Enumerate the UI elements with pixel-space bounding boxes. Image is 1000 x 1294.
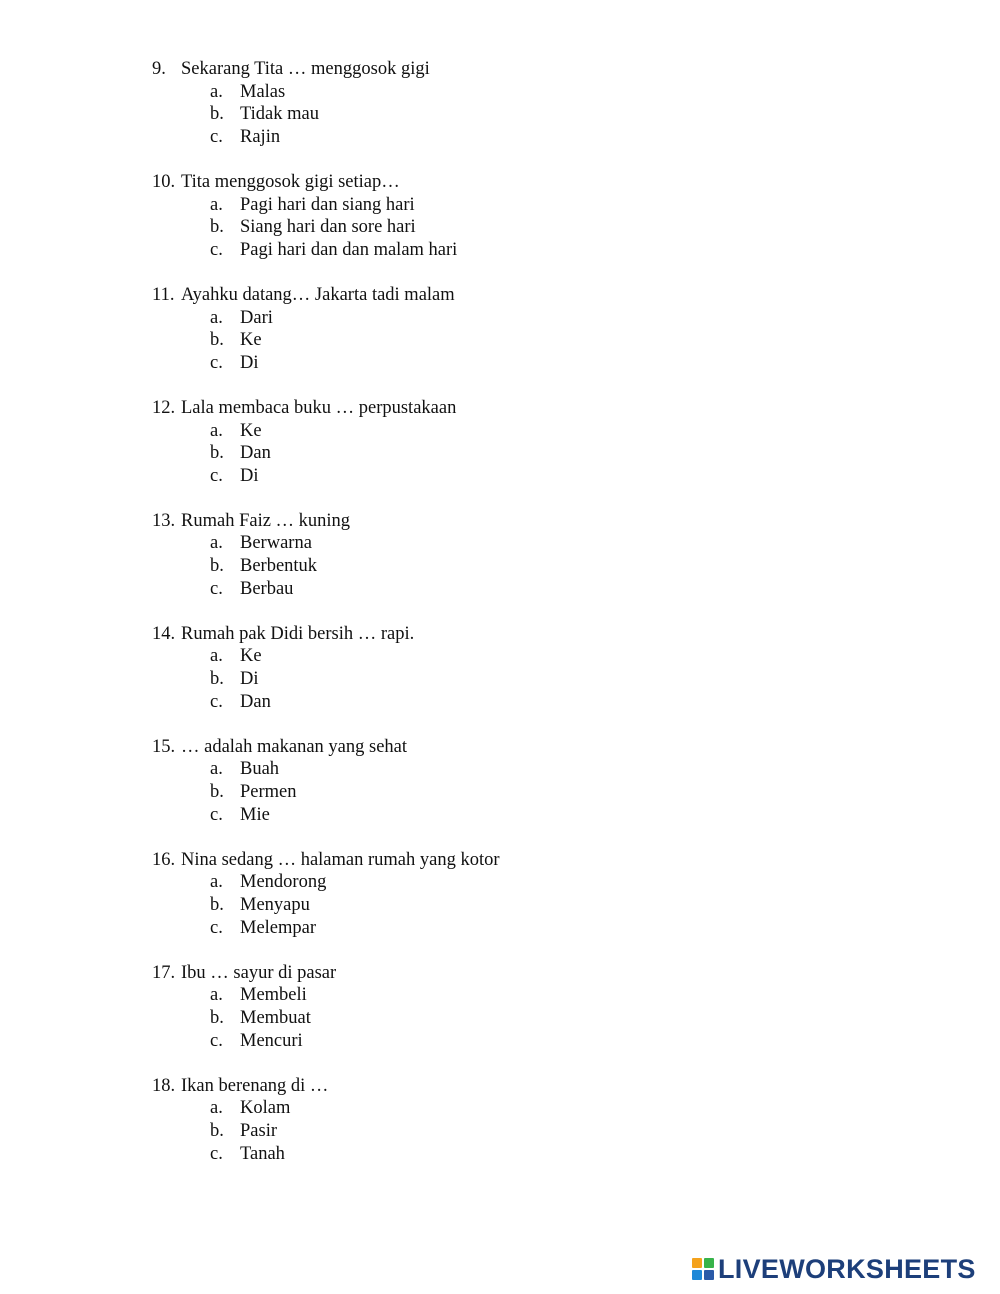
answer-option[interactable] <box>0 465 1000 488</box>
option-letter: a. <box>210 81 223 102</box>
answer-option[interactable] <box>0 239 1000 262</box>
option-text: Ke <box>240 646 262 667</box>
option-letter: a. <box>210 872 223 893</box>
option-letter: c. <box>210 578 223 599</box>
answer-option[interactable] <box>0 804 1000 827</box>
answer-option[interactable] <box>0 1143 1000 1166</box>
option-letter: b. <box>210 669 224 690</box>
option-letter: a. <box>210 646 223 667</box>
question-line <box>0 510 1000 533</box>
question-number: 14. <box>152 623 176 644</box>
answer-option[interactable] <box>0 1007 1000 1030</box>
answer-option[interactable] <box>0 126 1000 149</box>
option-letter: b. <box>210 443 224 464</box>
question-text: Rumah Faiz … kuning <box>181 510 351 531</box>
question-number: 18. <box>152 1075 176 1096</box>
answer-option[interactable] <box>0 1097 1000 1120</box>
option-text: Membeli <box>240 985 307 1006</box>
option-text: Menyapu <box>240 894 310 915</box>
option-letter: b. <box>210 894 224 915</box>
question-line <box>0 962 1000 985</box>
question-item <box>0 284 1000 374</box>
option-letter: a. <box>210 985 223 1006</box>
question-item <box>0 849 1000 939</box>
question-item <box>0 171 1000 261</box>
option-letter: c. <box>210 804 223 825</box>
answer-option[interactable] <box>0 1120 1000 1143</box>
answer-option[interactable] <box>0 532 1000 555</box>
question-text: Rumah pak Didi bersih … rapi. <box>181 623 415 644</box>
answer-option[interactable] <box>0 758 1000 781</box>
option-letter: b. <box>210 1007 224 1028</box>
option-letter: b. <box>210 1120 224 1141</box>
logo-text: LIVEWORKSHEETS <box>718 1254 976 1284</box>
question-line <box>0 623 1000 646</box>
option-letter: c. <box>210 126 223 147</box>
option-text: Membuat <box>240 1007 311 1028</box>
answer-option[interactable] <box>0 81 1000 104</box>
option-letter: b. <box>210 104 224 125</box>
option-letter: a. <box>210 533 223 554</box>
question-number: 16. <box>152 849 176 870</box>
option-letter: b. <box>210 330 224 351</box>
option-text: Pagi hari dan dan malam hari <box>240 239 458 260</box>
answer-option[interactable] <box>0 420 1000 443</box>
question-line <box>0 284 1000 307</box>
option-text: Mendorong <box>240 872 327 893</box>
question-item <box>0 736 1000 826</box>
option-text: Mencuri <box>240 1030 303 1051</box>
option-text: Permen <box>240 782 297 802</box>
question-text: Lala membaca buku … perpustakaan <box>181 397 457 418</box>
option-letter: c. <box>210 239 223 260</box>
option-text: Melempar <box>240 917 317 938</box>
option-letter: c. <box>210 917 223 938</box>
option-letter: a. <box>210 759 223 780</box>
option-text: Berwarna <box>240 533 312 554</box>
option-text: Di <box>240 352 259 373</box>
option-letter: b. <box>210 782 224 802</box>
answer-option[interactable] <box>0 691 1000 714</box>
answer-option[interactable] <box>0 352 1000 375</box>
option-text: Dan <box>240 691 271 712</box>
question-list <box>0 58 1000 1188</box>
option-letter: c. <box>210 1030 223 1051</box>
answer-option[interactable] <box>0 578 1000 601</box>
question-line <box>0 849 1000 872</box>
option-letter: b. <box>210 556 224 577</box>
question-item <box>0 962 1000 1052</box>
question-number: 15. <box>152 736 176 757</box>
question-item <box>0 397 1000 487</box>
question-text: Ayahku datang… Jakarta tadi malam <box>181 284 455 305</box>
option-text: Ke <box>240 330 262 351</box>
liveworksheets-logo-icon <box>692 1258 714 1280</box>
option-text: Berbentuk <box>240 556 318 577</box>
option-text: Dan <box>240 443 271 464</box>
answer-option[interactable] <box>0 555 1000 578</box>
question-number: 17. <box>152 962 176 983</box>
option-letter: c. <box>210 465 223 486</box>
option-letter: a. <box>210 420 223 441</box>
option-text: Malas <box>240 81 286 102</box>
option-text: Tanah <box>240 1143 285 1164</box>
answer-option[interactable] <box>0 894 1000 917</box>
option-letter: c. <box>210 691 223 712</box>
question-line <box>0 736 1000 759</box>
option-text: Mie <box>240 804 270 825</box>
answer-option[interactable] <box>0 307 1000 330</box>
option-letter: a. <box>210 194 223 215</box>
answer-option[interactable] <box>0 781 1000 804</box>
option-text: Kolam <box>240 1098 291 1119</box>
option-letter: a. <box>210 1098 223 1119</box>
question-text: Tita menggosok gigi setiap… <box>181 171 400 192</box>
answer-option[interactable] <box>0 329 1000 352</box>
answer-option[interactable] <box>0 1030 1000 1053</box>
answer-option[interactable] <box>0 984 1000 1007</box>
option-letter: b. <box>210 217 224 238</box>
question-item <box>0 510 1000 600</box>
option-text: Pagi hari dan siang hari <box>240 194 415 215</box>
answer-option[interactable] <box>0 442 1000 465</box>
question-number: 9. <box>152 59 166 79</box>
question-line <box>0 58 1000 81</box>
option-letter: c. <box>210 1143 223 1164</box>
option-letter: a. <box>210 307 223 328</box>
question-text: … adalah makanan yang sehat <box>181 736 408 757</box>
liveworksheets-logo <box>692 1254 976 1284</box>
answer-option[interactable] <box>0 194 1000 217</box>
question-number: 13. <box>152 510 176 531</box>
option-text: Buah <box>240 759 280 780</box>
answer-option[interactable] <box>0 668 1000 691</box>
option-text: Siang hari dan sore hari <box>240 217 416 238</box>
question-line <box>0 397 1000 420</box>
question-number: 12. <box>152 397 176 418</box>
option-text: Berbau <box>240 578 294 599</box>
answer-option[interactable] <box>0 216 1000 239</box>
option-text: Di <box>240 465 259 486</box>
option-text: Pasir <box>240 1120 277 1141</box>
question-line <box>0 171 1000 194</box>
option-text: Ke <box>240 420 262 441</box>
question-text: Ikan berenang di … <box>181 1075 329 1096</box>
question-number: 11. <box>152 284 175 305</box>
answer-option[interactable] <box>0 645 1000 668</box>
option-letter: c. <box>210 352 223 373</box>
option-text: Dari <box>240 307 273 328</box>
question-line <box>0 1075 1000 1098</box>
question-number: 10. <box>152 171 176 192</box>
answer-option[interactable] <box>0 917 1000 940</box>
question-item <box>0 1075 1000 1165</box>
question-text: Nina sedang … halaman rumah yang kotor <box>181 849 500 870</box>
option-text: Rajin <box>240 126 281 147</box>
answer-option[interactable] <box>0 103 1000 126</box>
answer-option[interactable] <box>0 871 1000 894</box>
option-text: Tidak mau <box>240 104 319 125</box>
question-item <box>0 58 1000 148</box>
option-text: Di <box>240 669 259 690</box>
question-text: Ibu … sayur di pasar <box>181 962 337 983</box>
question-item <box>0 623 1000 713</box>
question-text: Sekarang Tita … menggosok gigi <box>181 59 430 79</box>
